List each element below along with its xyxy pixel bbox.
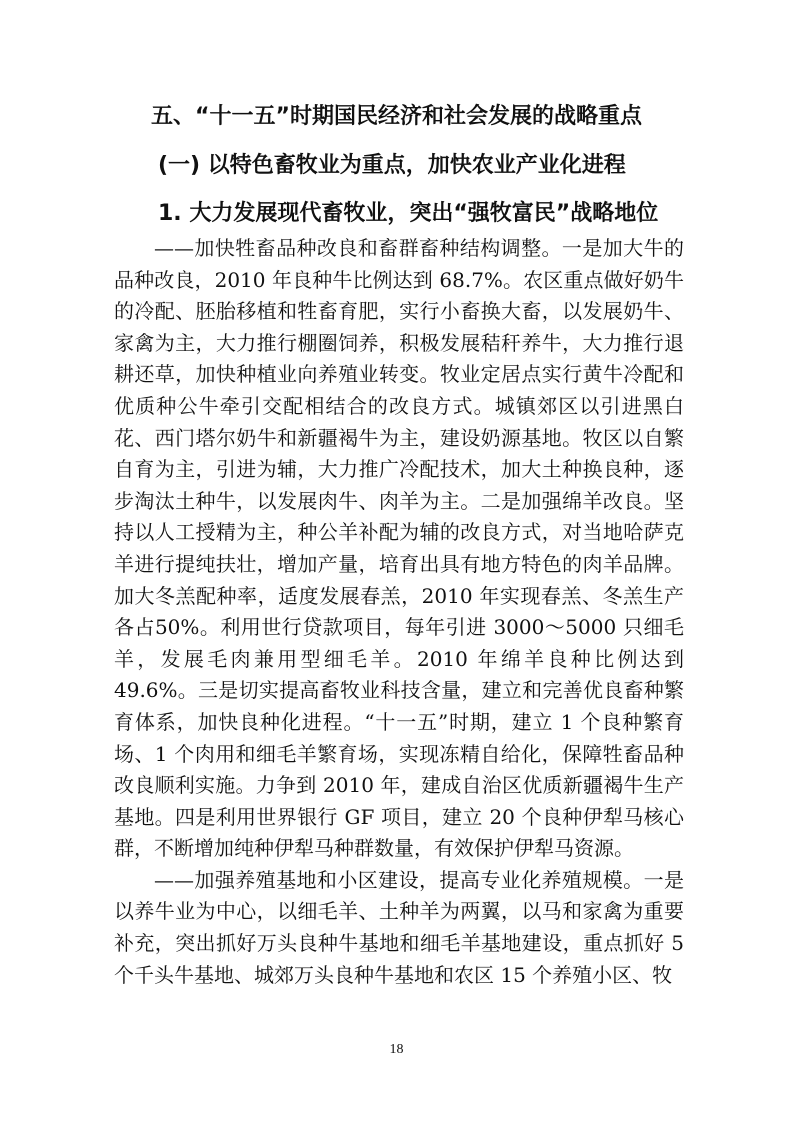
paragraph: ——加强养殖基地和小区建设，提高专业化养殖规模。一是以养牛业为中心，以细毛羊、土种羊为两翼，以马和家禽为重要补充，突出抓好万头良种牛基地和细毛羊基地建设，重点抓好 5 个千头牛基地、城郊万头良种牛基地和农区 15 个养殖小区、牧 — [114, 867, 684, 987]
page-number: 18 — [389, 1042, 404, 1057]
section-heading: 五、“十一五”时期国民经济和社会发展的战略重点 — [151, 104, 642, 129]
body-text — [114, 233, 684, 991]
sub-subsection-heading: 1. 大力发展现代畜牧业，突出“强牧富民”战略地位 — [158, 201, 659, 226]
paragraph: ——加快牲畜品种改良和畜群畜种结构调整。一是加大牛的品种改良，2010 年良种牛比例达到 68.7%。农区重点做好奶牛的冷配、胚胎移植和牲畜育肥，实行小畜换大畜，以发展奶牛、家禽为主，大力推行棚圈饲养，积极发展秸秆养牛，大力推行退耕还草，加快种植业向养殖业转变。牧业定居点实行黄牛冷配和优质种公牛牵引交配相结合的改良方式。城镇郊区以引进黑白花、西门塔尔奶牛和新疆褐牛为主，建设奶源基地。牧区以自繁自育为主，引进为辅，大力推广冷配技术，加大土种换良种，逐步淘汰土种牛，以发展肉牛、肉羊为主。二是加强绵羊改良。坚持以人工授精为主，种公羊补配为辅的改良方式，对当地哈萨克羊进行提纯扶壮，增加产量，培育出具有地方特色的肉羊品牌。加大冬羔配种率，适度发展春羔，2010 年实现春羔、冬羔生产各占50%。利用世行贷款项目，每年引进 3000～5000 只细毛羊，发展毛肉兼用型细毛羊。2010 年绵羊良种比例达到 49.6%。三是切实提高畜牧业科技含量，建立和完善优良畜种繁育体系，加快良种化进程。“十一五”时期，建立 1 个良种繁育场、1 个肉用和细毛羊繁育场，实现冻精自给化，保障牲畜品种改良顺利实施。力争到 2010 年，建成自治区优质新疆褐牛生产基地。四是利用世界银行 GF 项目，建立 20 个良种伊犁马核心群，不断增加纯种伊犁马种群数量，有效保护伊犁马资源。 — [114, 236, 684, 861]
subsection-heading: (一) 以特色畜牧业为重点，加快农业产业化进程 — [158, 153, 626, 178]
